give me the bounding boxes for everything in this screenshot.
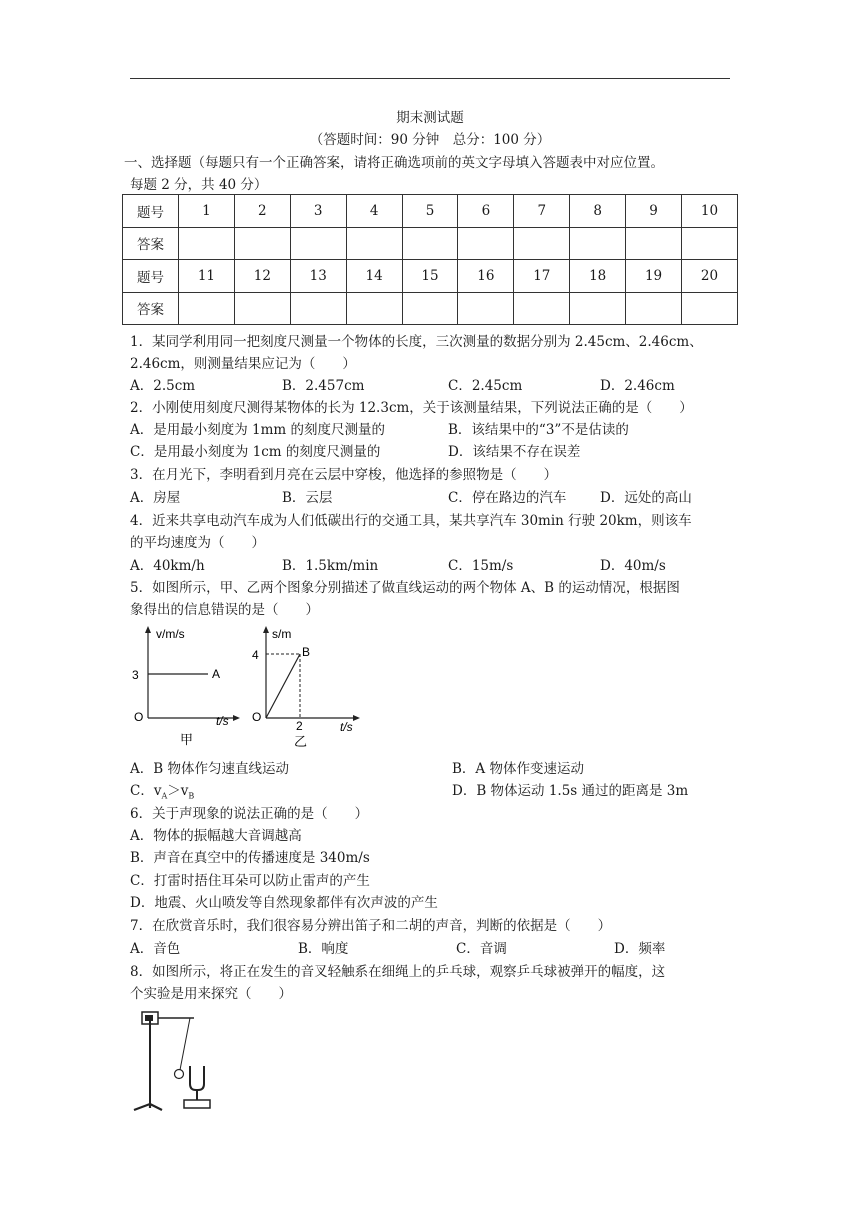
tuning-fork-apparatus-figure [128, 1004, 224, 1114]
graph2-series-label: B [302, 645, 311, 659]
q2-option-b: B．该结果中的“3”不是估读的 [448, 422, 629, 438]
q6-stem: 6．关于声现象的说法正确的是（ ） [130, 806, 369, 822]
graph1-y-tick: 3 [132, 668, 139, 682]
q5-option-c-prefix: C．v [130, 783, 162, 799]
table-cell: 6 [458, 195, 514, 228]
table-cell: 1 [179, 195, 235, 228]
q7-option-d: D．频率 [614, 941, 666, 957]
answer-cell[interactable] [458, 227, 514, 260]
q5-option-b: B．A 物体作变速运动 [452, 761, 584, 777]
string-icon [180, 1018, 190, 1070]
q5-option-d: D．B 物体运动 1.5s 通过的距离是 3m [452, 783, 689, 799]
motion-graphs-figure [128, 622, 368, 750]
graph1-origin: O [134, 710, 144, 724]
q7-option-c: C．音调 [456, 941, 507, 957]
answer-cell[interactable] [290, 292, 346, 325]
page-subtitle: （答题时间：90 分钟 总分：100 分） [309, 132, 551, 148]
answer-cell[interactable] [346, 292, 402, 325]
q4-option-b: B．1.5km/min [282, 558, 379, 574]
q6-option-a: A．物体的振幅越大音调越高 [130, 828, 302, 844]
table-cell: 8 [570, 195, 626, 228]
table-row [123, 227, 738, 260]
table-cell: 10 [682, 195, 738, 228]
graph1-ylabel: v/m/s [156, 627, 185, 641]
answer-cell[interactable] [626, 292, 682, 325]
q1-option-d: D．2.46cm [600, 378, 675, 394]
table-cell: 12 [234, 260, 290, 293]
q6-option-d: D．地震、火山喷发等自然现象都伴有次声波的产生 [130, 895, 438, 911]
q8-stem: 8．如图所示，将正在发生的音叉轻触系在细绳上的乒乓球，观察乒乓球被弹开的幅度，这 [130, 964, 666, 980]
resonator-box-icon [184, 1100, 210, 1108]
answer-cell[interactable] [234, 227, 290, 260]
header-rule [130, 78, 730, 79]
graph2-y-tick: 4 [252, 648, 259, 662]
answer-cell[interactable] [682, 292, 738, 325]
table-cell: 14 [346, 260, 402, 293]
q1-option-c: C．2.45cm [448, 378, 523, 394]
table-cell: 17 [514, 260, 570, 293]
q2-option-a: A．是用最小刻度为 1mm 的刻度尺测量的 [130, 422, 386, 438]
answer-cell[interactable] [179, 292, 235, 325]
q7-stem: 7．在欣赏音乐时，我们很容易分辨出笛子和二胡的声音，判断的依据是（ ） [130, 918, 612, 934]
answer-cell[interactable] [682, 227, 738, 260]
graph2-origin: O [252, 710, 262, 724]
table-header-cell: 题号 [123, 195, 179, 228]
q6-option-b: B．声音在真空中的传播速度是 340m/s [130, 850, 370, 866]
graph2-y-arrow [263, 626, 269, 633]
clamp-knob-icon [145, 1015, 153, 1021]
table-header-cell: 题号 [123, 260, 179, 293]
answer-cell[interactable] [570, 292, 626, 325]
q3-stem: 3．在月光下，李明看到月亮在云层中穿梭，他选择的参照物是（ ） [130, 467, 558, 483]
graph1-caption: 甲 [180, 732, 194, 747]
q2-option-c: C．是用最小刻度为 1cm 的刻度尺测量的 [130, 444, 381, 460]
answer-table [122, 194, 738, 325]
graph1-series-label: A [212, 667, 221, 681]
q3-option-c: C．停在路边的汽车 [448, 490, 567, 506]
table-cell: 16 [458, 260, 514, 293]
table-cell: 7 [514, 195, 570, 228]
graph1-x-arrow [233, 715, 240, 721]
answer-cell[interactable] [402, 227, 458, 260]
page-title: 期末测试题 [396, 110, 464, 126]
q4-option-d: D．40m/s [600, 558, 666, 574]
graph1-xlabel: t/s [216, 714, 229, 728]
q1-stem: 1．某同学利用同一把刻度尺测量一个物体的长度，三次测量的数据分别为 2.45cm、2.46cm、 [130, 334, 703, 350]
table-row [123, 292, 738, 325]
q2-stem: 2．小刚使用刻度尺测得某物体的长为 12.3cm，关于该测量结果，下列说法正确的是（ ） [130, 400, 693, 416]
q3-option-b: B．云层 [282, 490, 333, 506]
q3-option-d: D．远处的高山 [600, 490, 692, 506]
graph2-ylabel: s/m [272, 627, 292, 641]
graph2-caption: 乙 [294, 734, 308, 749]
section-heading-cont: 每题 2 分，共 40 分） [130, 177, 268, 193]
table-row [123, 260, 738, 293]
tuning-fork-icon [190, 1066, 204, 1090]
answer-cell[interactable] [626, 227, 682, 260]
table-cell: 4 [346, 195, 402, 228]
answer-cell[interactable] [570, 227, 626, 260]
table-cell: 11 [179, 260, 235, 293]
stand-base-icon [134, 1104, 162, 1110]
graph2-x-arrow [353, 715, 360, 721]
table-cell: 15 [402, 260, 458, 293]
table-row [123, 195, 738, 228]
q7-option-a: A．音色 [130, 941, 181, 957]
q7-option-b: B．响度 [298, 941, 349, 957]
table-cell: 19 [626, 260, 682, 293]
table-header-cell: 答案 [123, 292, 179, 325]
answer-cell[interactable] [458, 292, 514, 325]
q1-stem-cont: 2.46cm，则测量结果应记为（ ） [130, 356, 356, 372]
answer-cell[interactable] [346, 227, 402, 260]
q5-option-c-sub-a: A [161, 791, 168, 801]
q5-option-a: A．B 物体作匀速直线运动 [130, 761, 289, 777]
section-heading: 一、选择题（每题只有一个正确答案，请将正确选项前的英文字母填入答题表中对应位置。 [124, 155, 664, 171]
graph2-x-tick: 2 [296, 719, 303, 733]
table-cell: 3 [290, 195, 346, 228]
answer-cell[interactable] [514, 292, 570, 325]
table-cell: 20 [682, 260, 738, 293]
table-cell: 9 [626, 195, 682, 228]
graph2-xlabel: t/s [340, 720, 353, 734]
q5-stem: 5．如图所示，甲、乙两个图象分别描述了做直线运动的两个物体 A、B 的运动情况，根据图 [130, 580, 680, 596]
q3-option-a: A．房屋 [130, 490, 181, 506]
table-cell: 5 [402, 195, 458, 228]
table-cell: 13 [290, 260, 346, 293]
q5-option-c [130, 779, 194, 801]
q2-option-d: D．该结果不存在误差 [448, 444, 581, 460]
ping-pong-ball-icon [175, 1070, 184, 1079]
q6-option-c: C．打雷时捂住耳朵可以防止雷声的产生 [130, 873, 370, 889]
q4-stem: 4．近来共享电动汽车成为人们低碳出行的交通工具，某共享汽车 30min 行驶 20km，则该车 [130, 513, 692, 529]
answer-cell[interactable] [514, 227, 570, 260]
q5-option-c-gt: ＞v [167, 783, 189, 799]
graph2-series-b-line [266, 654, 300, 718]
answer-cell[interactable] [234, 292, 290, 325]
table-cell: 18 [570, 260, 626, 293]
q1-option-a: A．2.5cm [130, 378, 196, 394]
q4-option-a: A．40km/h [130, 558, 205, 574]
q8-stem-cont: 个实验是用来探究（ ） [130, 986, 292, 1002]
answer-cell[interactable] [290, 227, 346, 260]
table-header-cell: 答案 [123, 227, 179, 260]
q4-option-c: C．15m/s [448, 558, 514, 574]
q1-option-b: B．2.457cm [282, 378, 365, 394]
answer-cell[interactable] [402, 292, 458, 325]
table-cell: 2 [234, 195, 290, 228]
q5-option-c-sub-b: B [188, 791, 195, 801]
graph1-y-arrow [145, 626, 151, 633]
answer-cell[interactable] [179, 227, 235, 260]
q5-stem-cont: 象得出的信息错误的是（ ） [130, 602, 319, 618]
q4-stem-cont: 的平均速度为（ ） [130, 535, 265, 551]
